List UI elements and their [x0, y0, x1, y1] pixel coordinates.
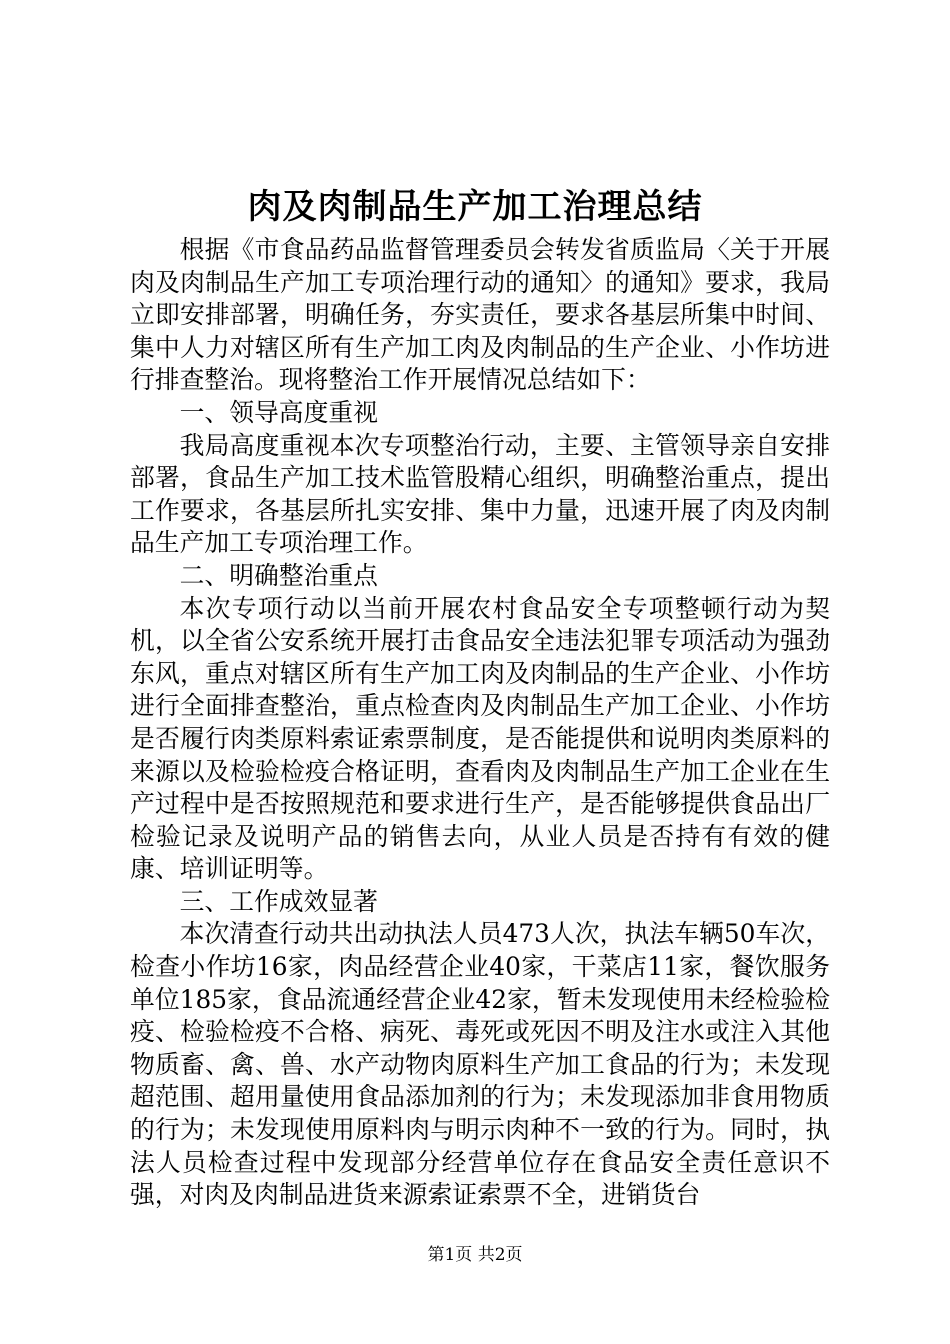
section-heading-1: 一、领导高度重视	[179, 397, 378, 427]
section-2-paragraph: 本次专项行动以当前开展农村食品安全专项整顿行动为契机，以全省公安系统开展打击食品安全违法犯罪专项活动为强劲东风，重点对辖区所有生产加工肉及肉制品的生产企业、小作坊进行全面排查整治，重点检查肉及肉制品生产加工企业、小作坊是否履行肉类原料索证索票制度，是否能提供和说明肉类原料的来源以及检验检疫合格证明，查看肉及肉制品生产加工企业在生产过程中是否按照规范和要求进行生产，是否能够提供食品出厂检验记录及说明产品的销售去向，从业人员是否持有有效的健康、培训证明等。	[130, 593, 830, 884]
page-number-footer: 第1页 共2页	[427, 1245, 523, 1265]
section-1-paragraph: 我局高度重视本次专项整治行动，主要、主管领导亲自安排部署，食品生产加工技术监管股精心组织，明确整治重点，提出工作要求，各基层所扎实安排、集中力量，迅速开展了肉及肉制品生产加工专项治理工作。	[130, 430, 830, 558]
document-title: 肉及肉制品生产加工治理总结	[247, 187, 703, 227]
section-3-paragraph: 本次清查行动共出动执法人员473人次，执法车辆50车次，检查小作坊16家，肉品经营企业40家，干菜店11家，餐饮服务单位185家，食品流通经营企业42家，暂未发现使用未经检验检疫、检验检疫不合格、病死、毒死或死因不明及注水或注入其他物质畜、禽、兽、水产动物肉原料生产加工食品的行为；未发现超范围、超用量使用食品添加剂的行为；未发现添加非食用物质的行为；未发现使用原料肉与明示肉种不一致的行为。同时，执法人员检查过程中发现部分经营单位存在食品安全责任意识不强，对肉及肉制品进货来源索证索票不全，进销货台	[130, 919, 830, 1210]
document-body	[130, 234, 830, 1212]
section-heading-3: 三、工作成效显著	[179, 886, 378, 916]
section-heading-2: 二、明确整治重点	[179, 560, 378, 590]
intro-paragraph: 根据《市食品药品监督管理委员会转发省质监局〈关于开展肉及肉制品生产加工专项治理行动的通知〉的通知》要求，我局立即安排部署，明确任务，夯实责任，要求各基层所集中时间、集中人力对辖区所有生产加工肉及肉制品的生产企业、小作坊进行排查整治。现将整治工作开展情况总结如下：	[130, 235, 830, 395]
